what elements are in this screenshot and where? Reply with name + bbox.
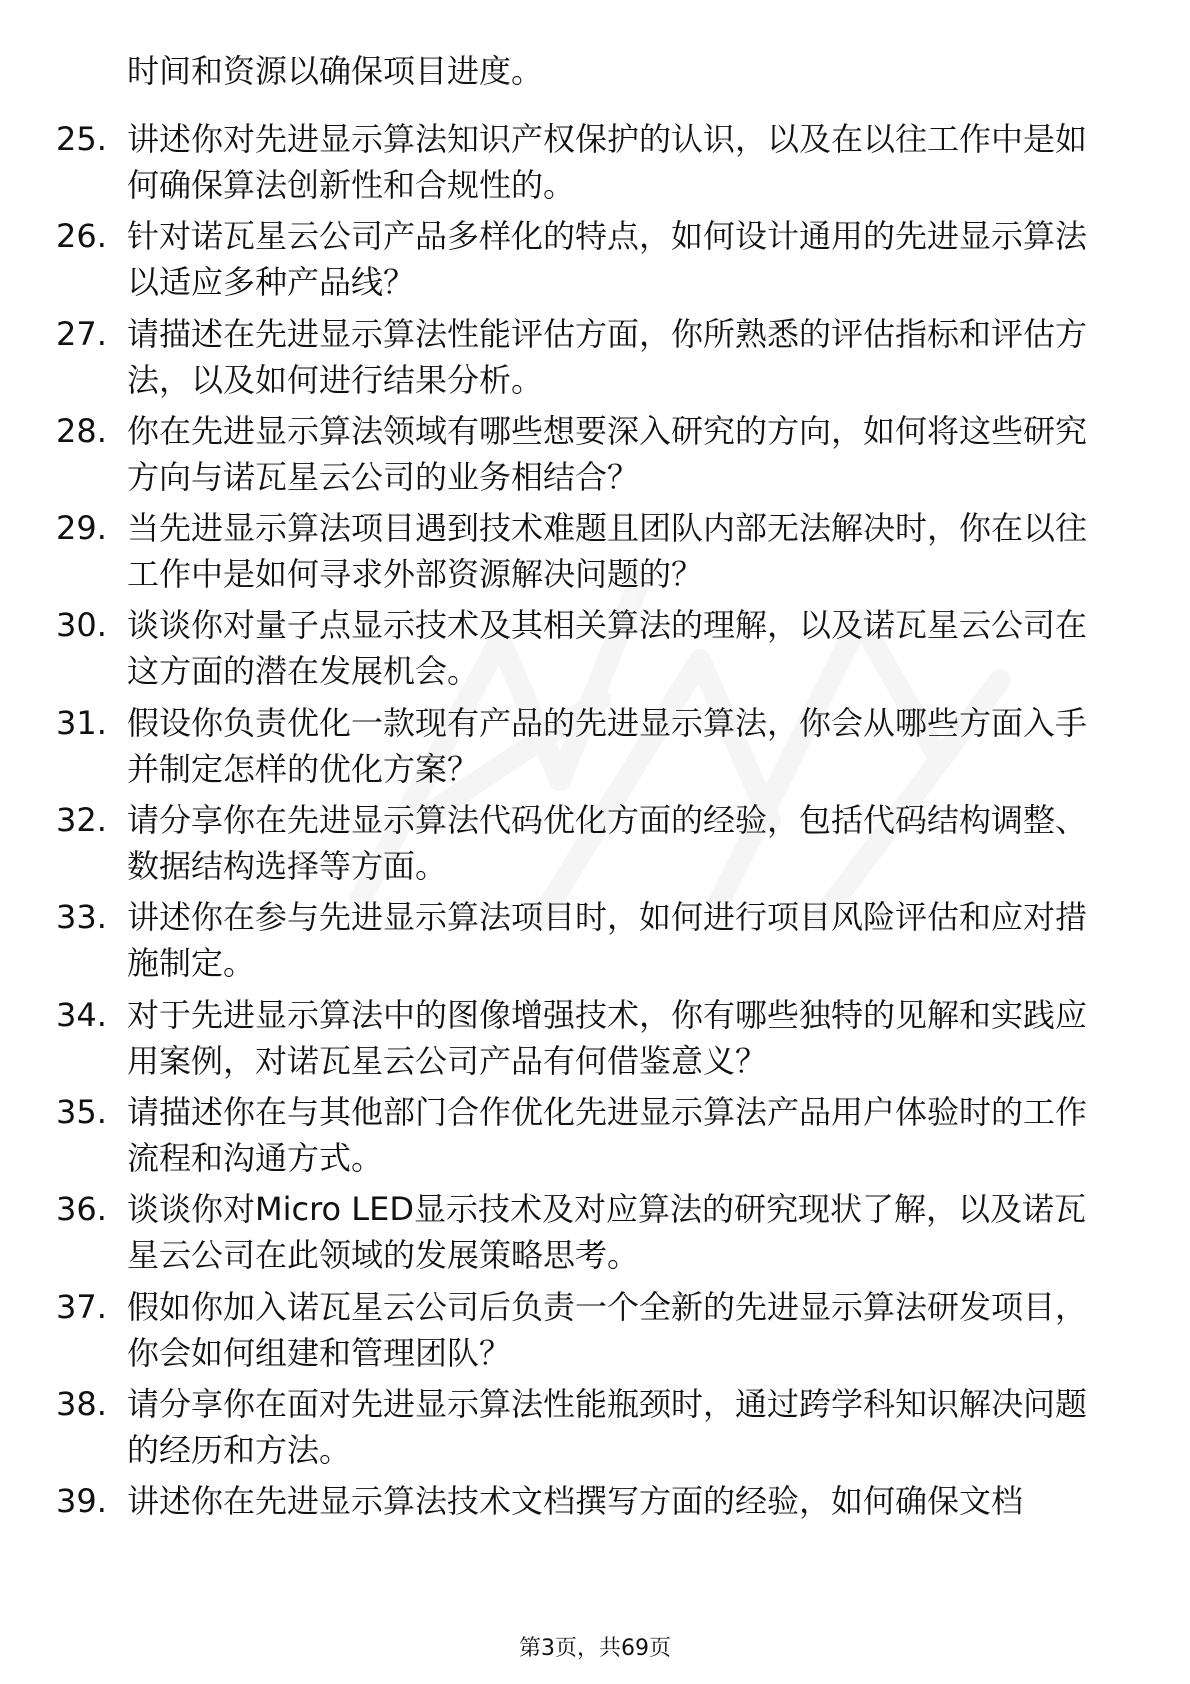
question-number: 27. — [56, 314, 107, 353]
question-number: 29. — [56, 509, 107, 548]
question-number: 25. — [56, 120, 107, 158]
question-number: 33. — [56, 898, 107, 937]
question-text: 针对诺瓦星云公司产品多样化的特点，如何设计通用的先进显示算法以适应多种产品线？ — [127, 217, 1088, 302]
question-number: 37. — [56, 1287, 107, 1326]
question-number: 34. — [56, 995, 107, 1034]
question-number: 30. — [56, 606, 107, 645]
question-number: 38. — [56, 1384, 107, 1423]
question-item — [0, 1478, 1190, 1570]
question-text: 你在先进显示算法领域有哪些想要深入研究的方向，如何将这些研究方向与诺瓦星云公司的业务相结合？ — [127, 411, 1088, 496]
question-item — [0, 602, 1190, 694]
question-item — [0, 1089, 1190, 1181]
question-item — [0, 797, 1190, 889]
question-item — [0, 505, 1190, 597]
question-item — [0, 992, 1190, 1084]
question-number: 32. — [56, 801, 107, 840]
question-item — [0, 700, 1190, 792]
question-text: 当先进显示算法项目遇到技术难题且团队内部无法解决时，你在以往工作中是如何寻求外部资源解决问题的？ — [127, 509, 1088, 594]
question-text: 谈谈你对Micro LED显示技术及对应算法的研究现状了解，以及诺瓦星云公司在此领域的发展策略思考。 — [127, 1190, 1086, 1275]
question-text: 对于先进显示算法中的图像增强技术，你有哪些独特的见解和实践应用案例，对诺瓦星云公司产品有何借鉴意义？ — [127, 995, 1088, 1080]
question-item — [0, 311, 1190, 403]
question-item — [0, 213, 1190, 305]
question-text: 讲述你在先进显示算法技术文档撰写方面的经验，如何确保文档 — [127, 1482, 1024, 1521]
page-footer: 第3页，共69页 — [519, 1636, 671, 1661]
question-number: 31. — [56, 703, 107, 742]
question-list — [0, 116, 1190, 1575]
question-text: 请分享你在先进显示算法代码优化方面的经验，包括代码结构调整、数据结构选择等方面。 — [127, 801, 1088, 886]
question-text: 请描述在先进显示算法性能评估方面，你所熟悉的评估指标和评估方法，以及如何进行结果分析。 — [127, 314, 1088, 399]
question-item — [0, 894, 1190, 986]
question-text: 请描述你在与其他部门合作优化先进显示算法产品用户体验时的工作流程和沟通方式。 — [127, 1092, 1088, 1177]
question-item — [0, 116, 1190, 208]
question-number: 35. — [56, 1092, 107, 1131]
question-text: 讲述你在参与先进显示算法项目时，如何进行项目风险评估和应对措施制定。 — [127, 898, 1088, 983]
question-number: 26. — [56, 217, 107, 256]
question-number: 39. — [56, 1482, 107, 1521]
question-number: 28. — [56, 411, 107, 450]
question-text: 请分享你在面对先进显示算法性能瓶颈时，通过跨学科知识解决问题的经历和方法。 — [127, 1384, 1088, 1469]
question-text: 假设你负责优化一款现有产品的先进显示算法，你会从哪些方面入手并制定怎样的优化方案？ — [127, 703, 1088, 788]
continuation-text: 时间和资源以确保项目进度。 — [127, 52, 544, 90]
question-item — [0, 1186, 1190, 1278]
question-number: 36. — [56, 1190, 107, 1229]
question-item — [0, 408, 1190, 500]
question-text: 讲述你对先进显示算法知识产权保护的认识，以及在以往工作中是如何确保算法创新性和合规性的。 — [127, 120, 1088, 204]
question-text: 假如你加入诺瓦星云公司后负责一个全新的先进显示算法研发项目，你会如何组建和管理团队？ — [127, 1287, 1088, 1372]
question-item — [0, 1381, 1190, 1473]
question-item — [0, 1284, 1190, 1376]
question-text: 谈谈你对量子点显示技术及其相关算法的理解，以及诺瓦星云公司在这方面的潜在发展机会。 — [127, 606, 1088, 691]
